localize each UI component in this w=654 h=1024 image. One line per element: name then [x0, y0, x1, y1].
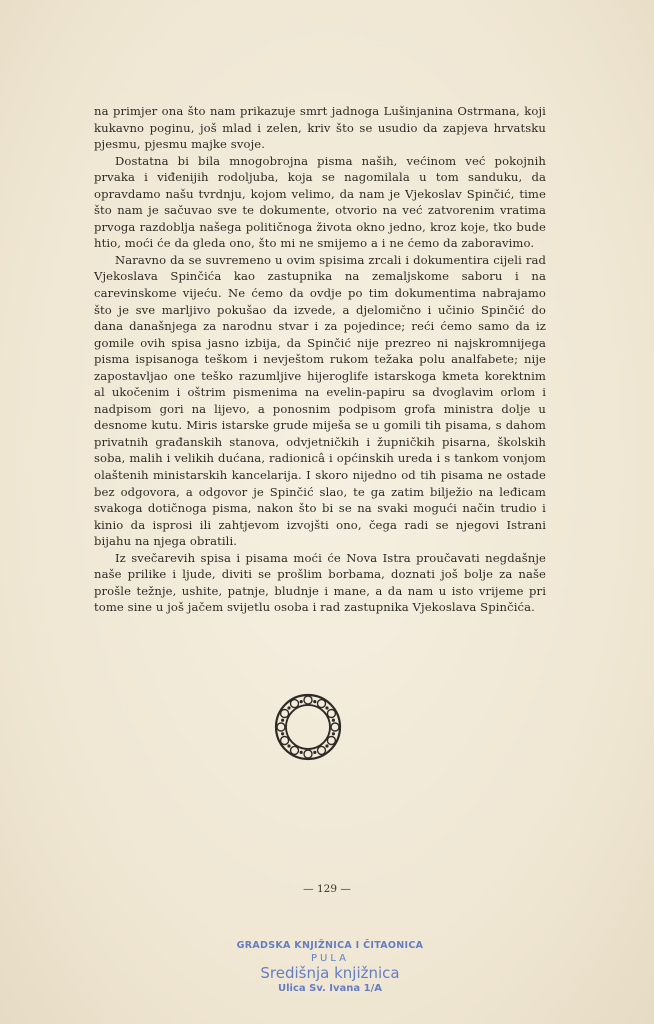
paragraph-2: Dostatna bi bila mnogobrojna pisma naših, većinom već pokojnih prvaka i viđenijih rodoljuba, koja se nagomilala u tom sanduku, da opravdamo našu tvrdnju, kojom velimo, da nam je Vjekoslav Spinčić, time što nam je sačuvao sve te dokumente, otvorio na već zatvorenim vratima prvoga razdoblja našega političnoga života okno jedno, kroz koje, tko bude htio, moći će da gleda ono, što mi ne smijemo a i ne ćemo da zaboravimo. [94, 153, 546, 251]
page-number: — 129 — [303, 883, 351, 895]
paragraph-1: na primjer ona što nam prikazuje smrt jadnoga Lušinjanina Ostrmana, koji kukavno poginu, još mlad i zelen, kriv što se usudio da zapjeva hrvatsku pjesmu, pjesmu majke svoje. [94, 104, 546, 152]
body-text [94, 103, 546, 616]
stamp-line-2: PULA [311, 953, 349, 964]
wreath-ornament-icon [273, 692, 343, 762]
paragraph-3: Naravno da se suvremeno u ovim spisima zrcali i dokumentira cijeli rad Vjekoslava Spinčića kao zastupnika na zemaljskome saboru i na carevinskome vijeću. Ne ćemo da ovdje po tim dokumentima nabrajamo što je sve marljivo pokušao da izvede, a djelomično i učinio Spinčić do dana današnjega za narodnu stvar i za pojedince; reći ćemo samo da iz gomile ovih spisa jasno izbija, da Spinčić nije prezreo ni najskromnijega pisma ispisanoga teškom i nevještom rukom težaka polu analfabete; nije zapostavljao one teško razumljive hijeroglife istarskoga kmeta korektnim al ukočenim i oštrim pismenima na evelin-papiru sa dvoglavim orlom i nadpisom gori na lijevo, a ponosnim podpisom grofa ministra dolje u desnome kutu. Miris istarske grude miješa se u gomili tih pisama, s dahom privatnih građanskih stanova, odvjetničkih i župničkih pisarna, školskih soba, malih i velikih dućana, radionicâ i općinskih ureda i s tankom vonjom olaštenih ministarskih kancelarija. I skoro nijedno od tih pisama ne ostade bez odgovora, a odgovor je Spinčić slao, te ga zatim bilježio na leđicam svakoga dotičnoga pisma, nakon što bi se na svaki mogući način trudio i kinio da isprosi ili zahtjevom izvojšti ono, čega radi se njegovi Istrani bijahu na njega obratili. [94, 252, 546, 549]
stamp-line-4: Ulica Sv. Ivana 1/A [277, 983, 382, 994]
library-stamp [220, 940, 440, 995]
stamp-line-3: Središnja knjižnica [260, 964, 400, 982]
stamp-line-1: GRADSKA KNJIŽNICA I ČITAONICA [236, 940, 424, 951]
paragraph-4: Iz svečarevih spisa i pisama moći će Nova Istra proučavati negdašnje naše prilike i ljude, diviti se prošlim borbama, doznati još bolje za naše prošle težnje, ushite, patnje, bludnje i mane, a da nam u isto vrijeme pri tome sine u još jačem svijetlu osoba i rad zastupnika Vjekoslava Spinčića. [94, 550, 546, 615]
